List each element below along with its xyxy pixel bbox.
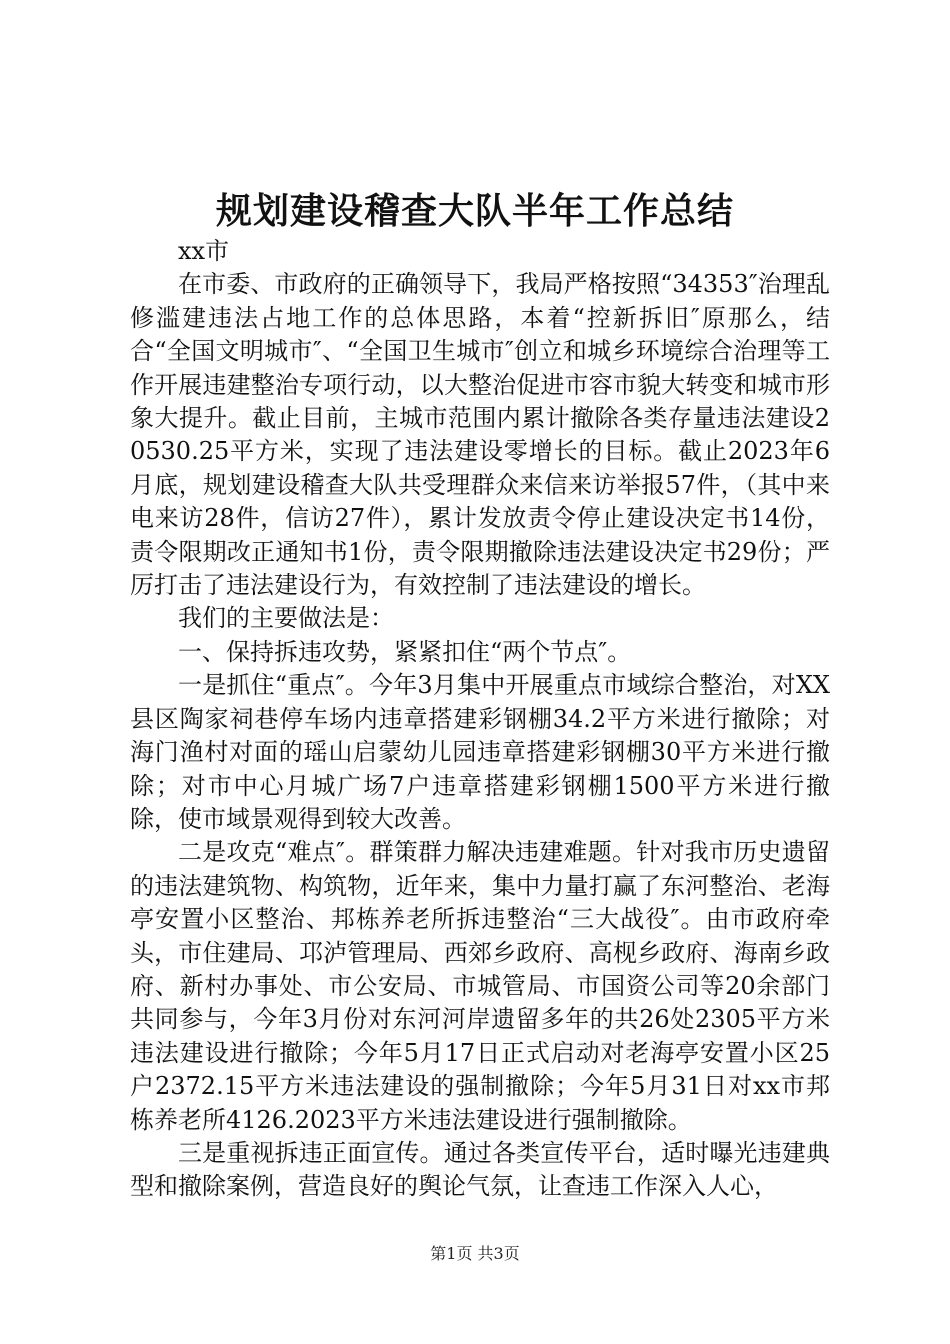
section-heading-1: 一、保持拆违攻势，紧紧扣住“两个节点″。 <box>178 637 632 666</box>
paragraph-city: xx市 <box>178 237 230 265</box>
document-body <box>130 235 830 1204</box>
paragraph-publicity: 三是重视拆违正面宣传。通过各类宣传平台，适时曝光违建典型和撤除案例，营造良好的舆论气氛，让查违工作深入人心， <box>130 1138 830 1201</box>
page-footer: 第1页 共3页 <box>430 1244 520 1263</box>
document-title: 规划建设稽查大队半年工作总结 <box>215 190 734 232</box>
paragraph-intro: 在市委、市政府的正确领导下，我局严格按照“34353″治理乱修滥建违法占地工作的总体思路，本着“控新拆旧″原那么，结合“全国文明城市″、“全国卫生城市″创立和城乡环境综合治理等工作开展违建整治专项行动，以大整治促进市容市貌大转变和城市形象大提升。截止目前，主城市范围内累计撤除各类存量违法建设20530.25平方米，实现了违法建设零增长的目标。截止2023年6月底，规划建设稽查大队共受理群众来信来访举报57件，（其中来电来访28件，信访27件），累计发放责令停止建设决定书14份，责令限期改正通知书1份，责令限期撤除违法建设决定书29份；严厉打击了违法建设行为，有效控制了违法建设的增长。 <box>130 270 830 600</box>
paragraph-methods: 我们的主要做法是： <box>178 604 394 633</box>
paragraph-key-point: 一是抓住“重点″。今年3月集中开展重点市域综合整治，对XX县区陶家祠巷停车场内违章搭建彩钢棚34.2平方米进行撤除；对海门渔村对面的瑶山启蒙幼儿园违章搭建彩钢棚30平方米进行撤除；对市中心月城广场7户违章搭建彩钢棚1500平方米进行撤除，使市域景观得到较大改善。 <box>130 671 830 833</box>
paragraph-difficult-point: 二是攻克“难点″。群策群力解决违建难题。针对我市历史遗留的违法建筑物、构筑物，近年来，集中力量打赢了东河整治、老海亭安置小区整治、邦栋养老所拆违整治“三大战役″。由市政府牵头，市住建局、邛泸管理局、西郊乡政府、高枧乡政府、海南乡政府、新村办事处、市公安局、市城管局、市国资公司等20余部门共同参与，今年3月份对东河河岸遗留多年的共26处2305平方米违法建设进行撤除；今年5月17日正式启动对老海亭安置小区25户2372.15平方米违法建设的强制撤除；今年5月31日对xx市邦栋养老所4126.2023平方米违法建设进行强制撤除。 <box>130 838 830 1134</box>
